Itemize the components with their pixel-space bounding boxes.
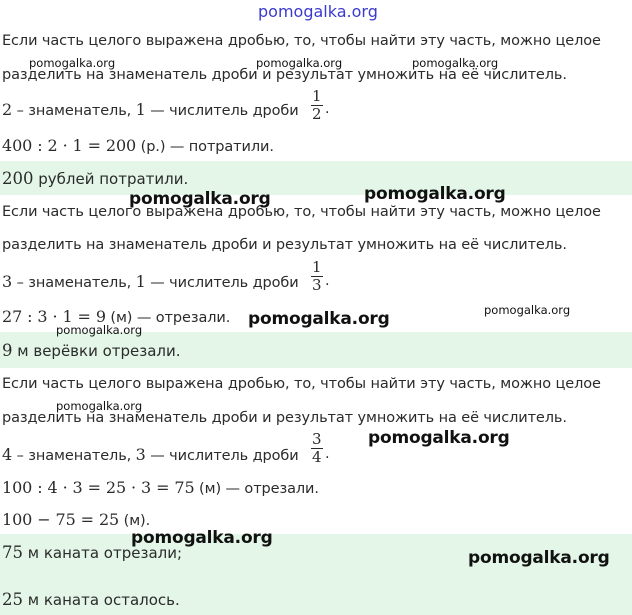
rule-line-4: разделить на знаменатель дроби и результат умножить на её числитель. [2, 237, 567, 253]
fraction-line-2: 3 – знаменатель, 1 — числитель дроби [2, 272, 299, 291]
watermark: pomogalka.org [248, 309, 390, 329]
calc-line-3: 100 : 4 · 3 = 25 · 3 = 75 (м) — отрезали. [2, 478, 319, 497]
watermark: pomogalka.org [56, 399, 143, 413]
calc-line-2: 27 : 3 · 1 = 9 (м) — отрезали. [2, 307, 231, 326]
watermark: pomogalka.org [484, 303, 571, 317]
fraction-line-1: 2 – знаменатель, 1 — числитель дроби [2, 100, 299, 119]
result-line-3: 75 м каната отрезали; [2, 543, 183, 562]
fraction-dot-2: . [325, 273, 330, 289]
watermark: pomogalka.org [129, 189, 271, 209]
watermark: pomogalka.org [364, 184, 506, 204]
calc-line-4: 100 − 75 = 25 (м). [2, 510, 151, 529]
rule-line-2: разделить на знаменатель дроби и результат умножить на её числитель. [2, 67, 567, 83]
fraction-line-3: 4 – знаменатель, 3 — числитель дроби [2, 445, 299, 464]
watermark: pomogalka.org [368, 428, 510, 448]
watermark: pomogalka.org [131, 528, 273, 548]
watermark: pomogalka.org [256, 56, 343, 70]
watermark: pomogalka.org [29, 56, 116, 70]
rule-line-1: Если часть целого выражена дробью, то, чтобы найти эту часть, можно целое [2, 33, 601, 49]
watermark: pomogalka.org [56, 323, 143, 337]
calc-line-1: 400 : 2 · 1 = 200 (р.) — потратили. [2, 136, 274, 155]
rule-line-3: Если часть целого выражена дробью, то, чтобы найти эту часть, можно целое [2, 204, 601, 220]
fraction-3: $\frac{3}{4}$ [312, 430, 322, 466]
result-line-2: 9 м верёвки отрезали. [2, 341, 181, 360]
result-line-4: 25 м каната осталось. [2, 590, 180, 609]
fraction-dot-1: . [325, 101, 330, 117]
watermark: pomogalka.org [468, 548, 610, 568]
fraction-1: $\frac{1}{2}$ [312, 87, 322, 123]
rule-line-6: разделить на знаменатель дроби и результат умножить на её числитель. [2, 410, 567, 426]
fraction-2: $\frac{1}{3}$ [312, 258, 322, 294]
rule-line-5: Если часть целого выражена дробью, то, чтобы найти эту часть, можно целое [2, 376, 601, 392]
watermark: pomogalka.org [412, 56, 499, 70]
fraction-dot-3: . [325, 446, 330, 462]
site-header[interactable]: pomogalka.org [258, 2, 378, 21]
result-line-1: 200 рублей потратили. [2, 169, 189, 188]
